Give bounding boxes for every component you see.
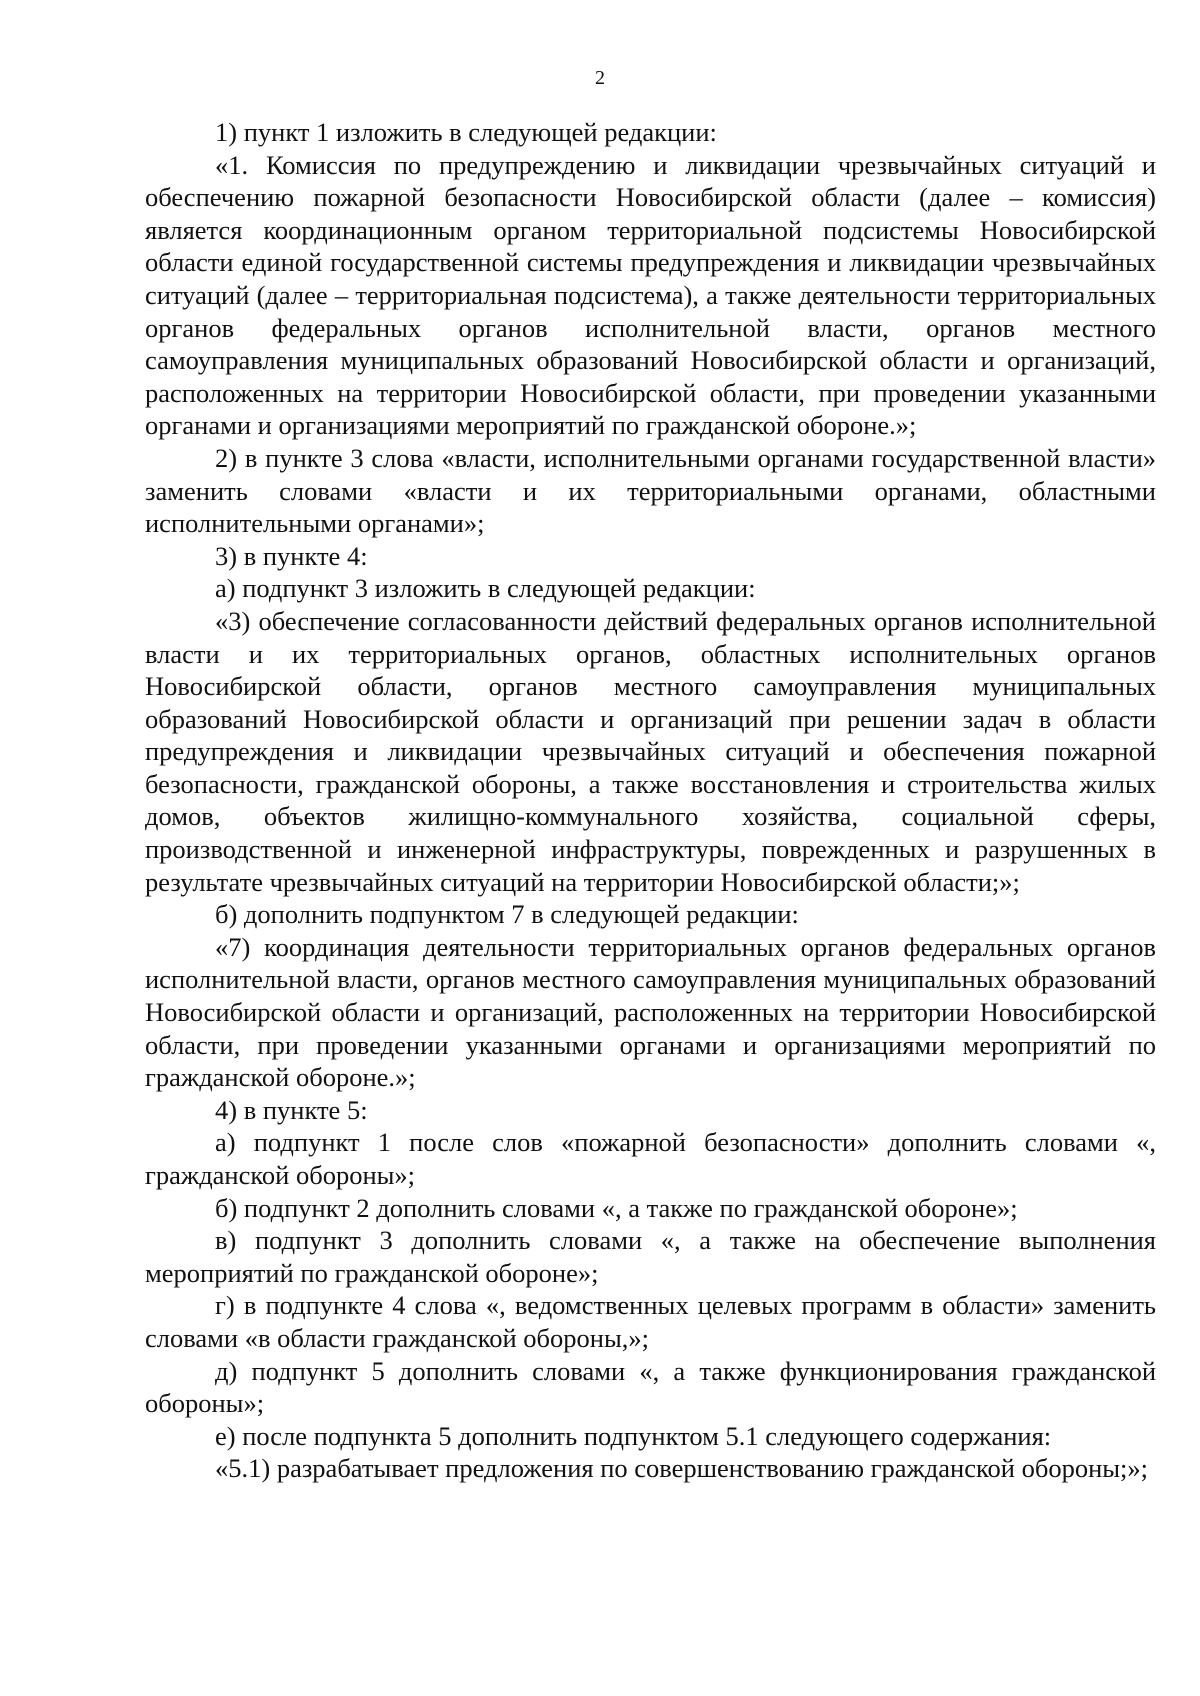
paragraph: а) подпункт 3 изложить в следующей редакции: [215,573,756,604]
paragraph: б) подпункт 2 дополнить словами «, а также по гражданской обороне»; [215,1192,1018,1223]
paragraph: б) дополнить подпунктом 7 в следующей редакции: [215,899,799,930]
paragraph: а) подпункт 1 после слов «пожарной безопасности» дополнить словами «, гражданской обороны»; [145,1127,1156,1190]
paragraph: 1) пункт 1 изложить в следующей редакции: [215,117,717,147]
page-number: 2 [595,67,605,89]
paragraph: «7) координация деятельности территориальных органов федеральных органов исполнительной власти, органов местного самоуправления муниципальных образований Новосибирской области и организаций, расположенных на территории Новосибирской области, при проведении указанными органами и организациями мероприятий по гражданской обороне.»; [145,931,1156,1093]
paragraph: «3) обеспечение согласованности действий федеральных органов исполнительной власти и их территориальных органов, областных исполнительных органов Новосибирской области, органов местного самоуправления муниципальных образований Новосибирской области и организаций при решении задач в области предупреждения и ликвидации чрезвычайных ситуаций и обеспечения пожарной безопасности, гражданской обороны, а также восстановления и строительства жилых домов, объектов жилищно-коммунального хозяйства, социальной сферы, производственной и инженерной инфраструктуры, поврежденных и разрушенных в результате чрезвычайных ситуаций на территории Новосибирской области;»; [145,605,1156,897]
document-body [145,116,1156,1485]
paragraph: «1. Комиссия по предупреждению и ликвидации чрезвычайных ситуаций и обеспечению пожарной безопасности Новосибирской области (далее – комиссия) является координационным органом территориальной подсистемы Новосибирской области единой государственной системы предупреждения и ликвидации чрезвычайных ситуаций (далее – территориальная подсистема), а также деятельности территориальных органов федеральных органов исполнительной власти, органов местного самоуправления муниципальных образований Новосибирской области и организаций, расположенных на территории Новосибирской области, при проведении указанными органами и организациями мероприятий по гражданской обороне.»; [145,149,1156,441]
paragraph: «5.1) разрабатывает предложения по совершенствованию гражданской обороны;»; [215,1453,1149,1484]
paragraph: д) подпункт 5 дополнить словами «, а также функционирования гражданской обороны»; [145,1355,1156,1419]
paragraph: е) после подпункта 5 дополнить подпунктом 5.1 следующего содержания: [215,1420,1052,1451]
paragraph: 3) в пункте 4: [215,540,368,571]
paragraph: г) в подпункте 4 слова «, ведомственных целевых программ в области» заменить словами «в области гражданской обороны,»; [145,1290,1156,1353]
paragraph: 4) в пункте 5: [215,1094,368,1125]
paragraph: 2) в пункте 3 слова «власти, исполнительными органами государственной власти» заменить словами «власти и их территориальными органами, областными исполнительными органами»; [145,442,1156,539]
paragraph: в) подпункт 3 дополнить словами «, а также на обеспечение выполнения мероприятий по гражданской обороне»; [145,1225,1156,1288]
